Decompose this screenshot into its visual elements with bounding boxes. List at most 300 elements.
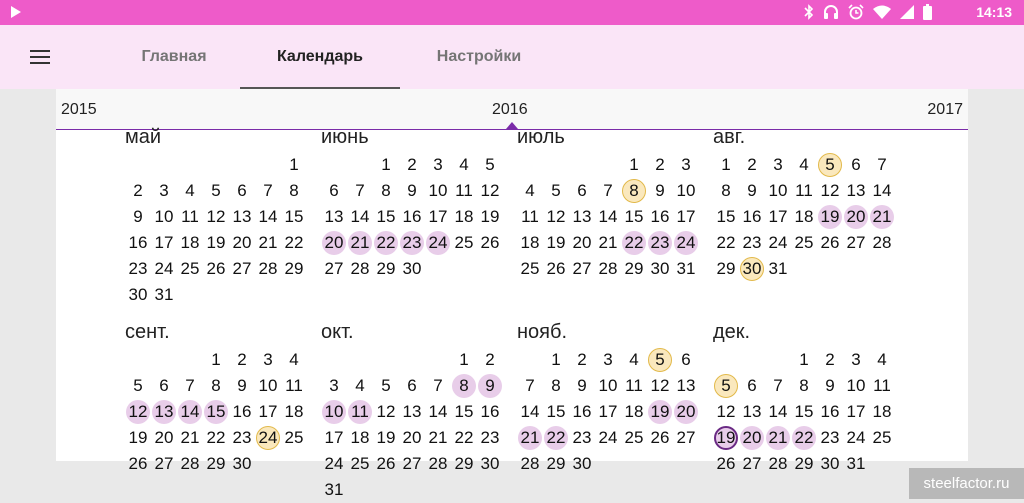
day-cell[interactable]: 31 (676, 259, 696, 278)
tab-settings[interactable]: Настройки (436, 48, 522, 65)
day-cell[interactable]: 25 (284, 428, 304, 447)
day-cell[interactable]: 4 (289, 350, 299, 369)
day-cell[interactable]: 3 (263, 350, 273, 369)
day-cell[interactable]: 14 (598, 207, 618, 226)
day-cell[interactable]: 8 (721, 181, 731, 200)
day-cell[interactable]: 26 (128, 454, 148, 473)
day-cell[interactable]: 14 (258, 207, 278, 226)
month-name[interactable]: окт. (321, 321, 354, 343)
day-cell[interactable]: 24 (768, 233, 788, 252)
day-cell[interactable]: 22 (791, 425, 817, 451)
day-cell[interactable]: 30 (480, 454, 500, 473)
day-cell[interactable]: 20 (321, 230, 347, 256)
day-cell[interactable]: 16 (232, 402, 252, 421)
day-cell[interactable]: 3 (329, 376, 339, 395)
day-cell[interactable]: 5 (133, 376, 143, 395)
day-cell[interactable]: 12 (546, 207, 566, 226)
day-cell[interactable]: 21 (869, 204, 895, 230)
day-cell[interactable]: 26 (206, 259, 226, 278)
day-cell[interactable]: 8 (451, 373, 477, 399)
day-cell[interactable]: 23 (820, 428, 840, 447)
day-cell[interactable]: 24 (255, 425, 281, 451)
day-cell[interactable]: 23 (232, 428, 252, 447)
day-cell[interactable]: 9 (407, 181, 417, 200)
day-cell[interactable]: 19 (128, 428, 148, 447)
day-cell[interactable]: 28 (520, 454, 540, 473)
day-cell[interactable]: 26 (480, 233, 500, 252)
day-cell[interactable]: 4 (877, 350, 887, 369)
month-grid (321, 347, 503, 503)
day-cell[interactable]: 13 (151, 399, 177, 425)
day-blank (255, 152, 281, 178)
day-cell[interactable]: 3 (433, 155, 443, 174)
day-blank (765, 347, 791, 373)
day-cell[interactable]: 2 (485, 350, 495, 369)
day-cell[interactable]: 6 (851, 155, 861, 174)
day-cell[interactable]: 27 (742, 454, 762, 473)
day-cell[interactable]: 14 (350, 207, 370, 226)
day-cell[interactable]: 2 (747, 155, 757, 174)
day-blank (399, 347, 425, 373)
day-cell[interactable]: 11 (285, 376, 303, 395)
watermark: steelfactor.ru (909, 468, 1024, 499)
day-cell[interactable]: 20 (739, 425, 765, 451)
day-cell[interactable]: 25 (872, 428, 892, 447)
day-cell[interactable]: 16 (402, 207, 422, 226)
day-cell[interactable]: 21 (517, 425, 543, 451)
day-cell[interactable]: 8 (799, 376, 809, 395)
day-cell[interactable]: 31 (324, 480, 344, 499)
day-cell[interactable]: 16 (480, 402, 500, 421)
day-cell[interactable]: 27 (676, 428, 696, 447)
day-cell[interactable]: 30 (820, 454, 840, 473)
day-cell[interactable]: 15 (794, 402, 814, 421)
month-name[interactable]: сент. (125, 321, 170, 343)
wifi-icon (873, 5, 891, 19)
month-name[interactable]: нояб. (517, 321, 568, 343)
day-cell[interactable]: 11 (347, 399, 373, 425)
day-cell[interactable]: 10 (258, 376, 278, 395)
day-cell[interactable]: 7 (355, 181, 365, 200)
day-cell[interactable]: 15 (376, 207, 396, 226)
day-cell[interactable]: 13 (232, 207, 252, 226)
day-cell[interactable]: 11 (521, 207, 539, 226)
day-cell[interactable]: 2 (133, 181, 143, 200)
day-cell[interactable]: 14 (520, 402, 540, 421)
day-cell[interactable]: 7 (263, 181, 273, 200)
day-cell[interactable]: 9 (825, 376, 835, 395)
year-current[interactable]: 2016 (492, 101, 528, 118)
month-grid (125, 152, 307, 308)
day-cell[interactable]: 8 (381, 181, 391, 200)
day-cell[interactable]: 16 (742, 207, 762, 226)
day-cell[interactable]: 29 (716, 259, 736, 278)
play-icon (10, 5, 22, 19)
day-cell[interactable]: 19 (713, 425, 739, 451)
day-cell[interactable]: 1 (629, 155, 639, 174)
day-cell[interactable]: 10 (768, 181, 788, 200)
day-cell[interactable]: 4 (629, 350, 639, 369)
day-blank (569, 152, 595, 178)
day-cell[interactable]: 28 (598, 259, 618, 278)
day-cell[interactable]: 1 (721, 155, 731, 174)
day-cell[interactable]: 6 (407, 376, 417, 395)
day-cell[interactable]: 29 (376, 259, 396, 278)
day-cell[interactable]: 23 (742, 233, 762, 252)
day-cell[interactable]: 5 (381, 376, 391, 395)
day-cell[interactable]: 12 (480, 181, 500, 200)
day-blank (425, 347, 451, 373)
day-cell[interactable]: 7 (877, 155, 887, 174)
day-cell[interactable]: 27 (572, 259, 592, 278)
day-cell[interactable]: 18 (520, 233, 540, 252)
day-cell[interactable]: 19 (817, 204, 843, 230)
day-cell[interactable]: 17 (154, 233, 174, 252)
day-cell[interactable]: 10 (154, 207, 174, 226)
day-blank (321, 152, 347, 178)
day-cell[interactable]: 25 (350, 454, 370, 473)
signal-icon (900, 5, 914, 19)
day-cell[interactable]: 5 (211, 181, 221, 200)
day-cell[interactable]: 16 (820, 402, 840, 421)
day-cell[interactable]: 6 (159, 376, 169, 395)
month-name[interactable]: июль (517, 126, 565, 148)
day-cell[interactable]: 18 (284, 402, 304, 421)
day-cell[interactable]: 15 (546, 402, 566, 421)
day-cell[interactable]: 3 (159, 181, 169, 200)
day-cell[interactable]: 27 (232, 259, 252, 278)
month-name[interactable]: авг. (713, 126, 746, 148)
day-cell[interactable]: 30 (128, 285, 148, 304)
day-cell[interactable]: 1 (799, 350, 809, 369)
day-cell[interactable]: 6 (747, 376, 757, 395)
day-cell[interactable]: 24 (598, 428, 618, 447)
day-blank (543, 152, 569, 178)
menu-icon[interactable] (30, 49, 50, 65)
day-cell[interactable]: 14 (872, 181, 892, 200)
month-name[interactable]: дек. (713, 321, 751, 343)
day-cell[interactable]: 7 (603, 181, 613, 200)
year-prev[interactable]: 2015 (61, 101, 97, 118)
day-cell[interactable]: 14 (428, 402, 448, 421)
day-cell[interactable]: 29 (454, 454, 474, 473)
day-cell[interactable]: 17 (598, 402, 618, 421)
day-cell[interactable]: 20 (843, 204, 869, 230)
day-cell[interactable]: 29 (206, 454, 226, 473)
year-bar (56, 89, 968, 130)
day-cell[interactable]: 15 (203, 399, 229, 425)
app-bar (0, 25, 1024, 89)
day-cell[interactable]: 21 (258, 233, 278, 252)
day-cell[interactable]: 11 (795, 181, 813, 200)
day-cell[interactable]: 13 (742, 402, 762, 421)
day-cell[interactable]: 10 (321, 399, 347, 425)
status-time: 14:13 (976, 4, 1012, 20)
day-cell[interactable]: 3 (603, 350, 613, 369)
day-cell[interactable]: 11 (455, 181, 473, 200)
bluetooth-icon (804, 4, 814, 20)
day-cell[interactable]: 20 (154, 428, 174, 447)
day-cell[interactable]: 27 (402, 454, 422, 473)
day-cell[interactable]: 22 (621, 230, 647, 256)
month-name[interactable]: май (125, 126, 162, 148)
day-cell[interactable]: 23 (572, 428, 592, 447)
day-cell[interactable]: 6 (681, 350, 691, 369)
day-cell[interactable]: 22 (373, 230, 399, 256)
day-cell[interactable]: 20 (402, 428, 422, 447)
day-cell[interactable]: 1 (289, 155, 299, 174)
day-cell[interactable]: 5 (551, 181, 561, 200)
day-cell[interactable]: 31 (154, 285, 174, 304)
day-cell[interactable]: 28 (350, 259, 370, 278)
day-cell[interactable]: 2 (407, 155, 417, 174)
day-cell[interactable]: 15 (716, 207, 736, 226)
day-cell[interactable]: 30 (572, 454, 592, 473)
day-cell[interactable]: 21 (347, 230, 373, 256)
day-cell[interactable]: 11 (181, 207, 199, 226)
day-cell[interactable]: 4 (459, 155, 469, 174)
day-cell[interactable]: 9 (477, 373, 503, 399)
day-cell[interactable]: 3 (681, 155, 691, 174)
day-cell[interactable]: 28 (768, 454, 788, 473)
day-cell[interactable]: 18 (454, 207, 474, 226)
day-cell[interactable]: 26 (546, 259, 566, 278)
day-blank (517, 347, 543, 373)
day-blank (713, 347, 739, 373)
day-cell[interactable]: 25 (454, 233, 474, 252)
day-cell[interactable]: 6 (329, 181, 339, 200)
headphones-icon (823, 4, 839, 20)
day-cell[interactable]: 26 (650, 428, 670, 447)
day-cell[interactable]: 12 (125, 399, 151, 425)
day-cell[interactable]: 25 (520, 259, 540, 278)
day-cell[interactable]: 30 (402, 259, 422, 278)
day-cell[interactable]: 7 (185, 376, 195, 395)
day-cell[interactable]: 27 (846, 233, 866, 252)
day-cell[interactable]: 29 (546, 454, 566, 473)
day-cell[interactable]: 8 (551, 376, 561, 395)
day-cell[interactable]: 24 (673, 230, 699, 256)
day-cell[interactable]: 13 (402, 402, 422, 421)
day-cell[interactable]: 26 (376, 454, 396, 473)
day-blank (595, 152, 621, 178)
day-cell[interactable]: 26 (820, 233, 840, 252)
day-cell[interactable]: 17 (846, 402, 866, 421)
day-cell[interactable]: 19 (376, 428, 396, 447)
day-cell[interactable]: 4 (355, 376, 365, 395)
day-cell[interactable]: 6 (577, 181, 587, 200)
day-cell[interactable]: 19 (480, 207, 500, 226)
day-cell[interactable]: 30 (739, 256, 765, 282)
day-cell[interactable]: 22 (716, 233, 736, 252)
day-cell[interactable]: 9 (747, 181, 757, 200)
day-cell[interactable]: 1 (551, 350, 561, 369)
day-cell[interactable]: 14 (768, 402, 788, 421)
day-cell[interactable]: 15 (624, 207, 644, 226)
day-cell[interactable]: 8 (289, 181, 299, 200)
day-cell[interactable]: 7 (525, 376, 535, 395)
day-blank (373, 347, 399, 373)
day-cell[interactable]: 5 (817, 152, 843, 178)
day-cell[interactable]: 4 (525, 181, 535, 200)
day-cell[interactable]: 25 (624, 428, 644, 447)
day-cell[interactable]: 11 (873, 376, 891, 395)
day-cell[interactable]: 17 (258, 402, 278, 421)
day-cell[interactable]: 21 (598, 233, 618, 252)
day-cell[interactable]: 21 (180, 428, 200, 447)
day-blank (321, 347, 347, 373)
day-cell[interactable]: 24 (425, 230, 451, 256)
day-cell[interactable]: 17 (324, 428, 344, 447)
day-cell[interactable]: 11 (625, 376, 643, 395)
day-cell[interactable]: 9 (577, 376, 587, 395)
day-cell[interactable]: 2 (577, 350, 587, 369)
day-cell[interactable]: 25 (794, 233, 814, 252)
day-cell[interactable]: 29 (794, 454, 814, 473)
day-blank (151, 347, 177, 373)
day-cell[interactable]: 12 (206, 207, 226, 226)
day-cell[interactable]: 1 (459, 350, 469, 369)
day-cell[interactable]: 31 (846, 454, 866, 473)
month-name[interactable]: июнь (321, 126, 369, 148)
day-blank (229, 152, 255, 178)
day-cell[interactable]: 5 (713, 373, 739, 399)
day-blank (125, 347, 151, 373)
day-cell[interactable]: 10 (428, 181, 448, 200)
day-cell[interactable]: 23 (647, 230, 673, 256)
day-cell[interactable]: 20 (572, 233, 592, 252)
status-bar (0, 0, 1024, 25)
day-cell[interactable]: 30 (232, 454, 252, 473)
day-cell[interactable]: 8 (211, 376, 221, 395)
month-grid (517, 347, 699, 477)
day-cell[interactable]: 24 (324, 454, 344, 473)
day-cell[interactable]: 13 (324, 207, 344, 226)
day-cell[interactable]: 2 (237, 350, 247, 369)
day-cell[interactable]: 16 (128, 233, 148, 252)
day-cell[interactable]: 23 (128, 259, 148, 278)
day-blank (517, 152, 543, 178)
day-cell[interactable]: 28 (872, 233, 892, 252)
day-cell[interactable]: 31 (768, 259, 788, 278)
tab-home[interactable]: Главная (141, 48, 207, 65)
day-cell[interactable]: 18 (350, 428, 370, 447)
day-cell[interactable]: 22 (206, 428, 226, 447)
day-cell[interactable]: 14 (177, 399, 203, 425)
day-cell[interactable]: 23 (480, 428, 500, 447)
year-next[interactable]: 2017 (927, 101, 963, 118)
month-grid (713, 347, 895, 477)
day-cell[interactable]: 23 (399, 230, 425, 256)
day-cell[interactable]: 9 (655, 181, 665, 200)
month-grid (125, 347, 307, 477)
alarm-icon (848, 4, 864, 20)
day-cell[interactable]: 25 (180, 259, 200, 278)
month-grid (321, 152, 503, 282)
day-cell[interactable]: 22 (543, 425, 569, 451)
day-blank (203, 152, 229, 178)
day-cell[interactable]: 2 (655, 155, 665, 174)
day-cell[interactable]: 21 (765, 425, 791, 451)
day-cell[interactable]: 10 (676, 181, 696, 200)
day-cell[interactable]: 3 (773, 155, 783, 174)
month-grid (713, 152, 895, 282)
day-cell[interactable]: 13 (846, 181, 866, 200)
day-cell[interactable]: 12 (820, 181, 840, 200)
day-cell[interactable]: 7 (773, 376, 783, 395)
day-cell[interactable]: 4 (185, 181, 195, 200)
day-cell[interactable]: 5 (485, 155, 495, 174)
day-cell[interactable]: 20 (232, 233, 252, 252)
day-cell[interactable]: 15 (284, 207, 304, 226)
day-cell[interactable]: 27 (324, 259, 344, 278)
day-cell[interactable]: 13 (676, 376, 696, 395)
day-cell[interactable]: 3 (851, 350, 861, 369)
day-cell[interactable]: 19 (206, 233, 226, 252)
day-cell[interactable]: 20 (673, 399, 699, 425)
day-cell[interactable]: 27 (154, 454, 174, 473)
day-cell[interactable]: 17 (676, 207, 696, 226)
day-blank (739, 347, 765, 373)
day-cell[interactable]: 22 (454, 428, 474, 447)
day-cell[interactable]: 28 (258, 259, 278, 278)
day-cell[interactable]: 16 (572, 402, 592, 421)
day-cell[interactable]: 21 (428, 428, 448, 447)
day-cell[interactable]: 28 (428, 454, 448, 473)
tab-calendar[interactable]: Календарь (240, 25, 400, 89)
day-cell[interactable]: 18 (872, 402, 892, 421)
day-blank (177, 152, 203, 178)
day-cell[interactable]: 1 (211, 350, 221, 369)
day-cell[interactable]: 29 (284, 259, 304, 278)
day-cell[interactable]: 24 (846, 428, 866, 447)
day-blank (151, 152, 177, 178)
day-cell[interactable]: 29 (624, 259, 644, 278)
day-cell[interactable]: 9 (237, 376, 247, 395)
day-cell[interactable]: 28 (180, 454, 200, 473)
day-cell[interactable]: 2 (825, 350, 835, 369)
day-cell[interactable]: 10 (598, 376, 618, 395)
day-cell[interactable]: 8 (621, 178, 647, 204)
day-cell[interactable]: 22 (284, 233, 304, 252)
day-cell[interactable]: 17 (428, 207, 448, 226)
day-cell[interactable]: 18 (624, 402, 644, 421)
day-cell[interactable]: 17 (768, 207, 788, 226)
day-cell[interactable]: 24 (154, 259, 174, 278)
day-cell[interactable]: 30 (650, 259, 670, 278)
day-cell[interactable]: 18 (794, 207, 814, 226)
day-cell[interactable]: 5 (647, 347, 673, 373)
day-cell[interactable]: 6 (237, 181, 247, 200)
day-cell[interactable]: 19 (546, 233, 566, 252)
day-cell[interactable]: 16 (650, 207, 670, 226)
day-cell[interactable]: 7 (433, 376, 443, 395)
day-cell[interactable]: 10 (846, 376, 866, 395)
day-cell[interactable]: 1 (381, 155, 391, 174)
day-cell[interactable]: 13 (572, 207, 592, 226)
month-grid (517, 152, 699, 282)
day-cell[interactable]: 18 (180, 233, 200, 252)
day-cell[interactable]: 12 (650, 376, 670, 395)
day-cell[interactable]: 12 (716, 402, 736, 421)
day-cell[interactable]: 19 (647, 399, 673, 425)
day-cell[interactable]: 9 (133, 207, 143, 226)
day-cell[interactable]: 12 (376, 402, 396, 421)
day-cell[interactable]: 15 (454, 402, 474, 421)
day-cell[interactable]: 4 (799, 155, 809, 174)
day-cell[interactable]: 26 (716, 454, 736, 473)
day-blank (177, 347, 203, 373)
